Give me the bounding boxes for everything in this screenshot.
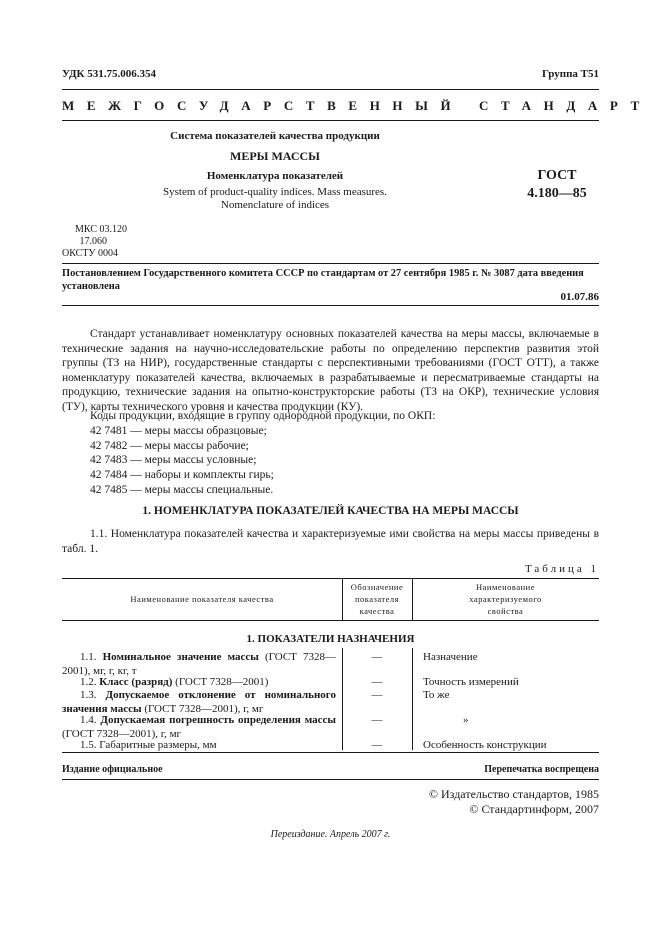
row-property: Точность измерений [423,676,519,688]
row-detail: (ГОСТ 7328—2001), г, мг [141,702,264,715]
banner-rule [62,120,599,121]
okp-item: 42 7481 — меры массы образцовые; [90,425,267,437]
table-top-rule [62,578,599,579]
column-header-property-line: Наименование [476,582,535,592]
gost-label: ГОСТ [537,168,577,183]
okp-item: 42 7483 — меры массы условные; [90,454,257,466]
codes-rule [62,263,599,264]
row-symbol: — [371,676,383,688]
okp-item: 42 7482 — меры массы рабочие; [90,440,249,452]
official-edition: Издание официальное [62,764,163,775]
row-property: То же [423,689,450,701]
row-indicator: Допускаемая погрешность определения массы [100,714,336,726]
okp-item: 42 7484 — наборы и комплекты гирь; [90,469,274,481]
standard-banner: МЕЖГОСУДАРСТВЕННЫЙ СТАНДАРТ [62,98,652,113]
reissue-note: Переиздание. Апрель 2007 г. [270,829,391,840]
row-property: Назначение [423,651,478,663]
table-bottom-rule [62,752,599,753]
column-header-symbol-line: качества [359,606,395,616]
row-number: 1.3. [80,689,97,701]
table-row [62,739,336,753]
column-header-property-line: характеризуемого [469,594,542,604]
row-number: 1.2. [80,676,97,688]
gost-number: 4.180—85 [527,186,587,201]
table-label: Таблица 1 [524,563,599,575]
okp-item: 42 7485 — меры массы специальные. [90,484,274,496]
row-indicator: Номинальное значение массы [102,651,259,663]
decree-rule [62,305,599,306]
table-row [62,651,336,678]
row-symbol: — [371,651,383,663]
mks-code-2: 17.060 [79,236,107,247]
footer-rule [62,779,599,780]
row-detail: (ГОСТ 7328—2001), мг, г, кг, т [62,651,336,677]
table-column-divider [412,648,413,750]
udk-code: УДК 531.75.006.354 [62,68,157,80]
column-header-property-line: свойства [487,606,524,616]
column-header-name: Наименование показателя качества [130,594,274,604]
reprint-notice: Перепечатка воспрещена [484,764,599,775]
section-heading: 1. НОМЕНКЛАТУРА ПОКАЗАТЕЛЕЙ КАЧЕСТВА НА МЕРЫ МАССЫ [142,505,519,517]
codes-intro: Коды продукции, входящие в группу однородной продукции, по ОКП: [90,410,436,422]
row-property: Особенность конструкции [423,739,547,751]
main-title: МЕРЫ МАССЫ [230,149,320,163]
english-title-line2: Nomenclature of indices [220,199,330,211]
table-row [62,689,336,716]
table-row [62,714,336,741]
english-title-line1: System of product-quality indices. Mass measures. [163,186,387,198]
row-number: 1.4. [80,714,97,726]
intro-paragraph: Стандарт устанавливает номенклатуру основных показателей качества на меры массы, включаемые в технические задания на научно-исследовательские работы по определению перспектив развития этой группы (ТЗ на НИР), государственные стандарты с перспективными требованиями (ГОСТ ОТТ), а также номенклатуру показателей качества, включаемых в разрабатываемые и пересматриваемые стандарты на продукцию, технические задания на опытно-конструкторские работы (ТЗ на ОКР), технические условия (ТУ), карты технического уровня и качества продукции (КУ). [62,328,599,413]
column-header-symbol-line: показателя [354,594,400,604]
section-paragraph: 1.1. Номенклатура показателей качества и характеризуемые ими свойства на меры массы приведены в табл. 1. [62,528,599,555]
table-header-rule [62,620,599,621]
effective-date: 01.07.86 [560,291,599,303]
table-group-heading: 1. ПОКАЗАТЕЛИ НАЗНАЧЕНИЯ [246,633,415,645]
row-detail: (ГОСТ 7328—2001), г, мг [62,727,182,740]
row-number: 1.1. [80,651,97,663]
system-title: Система показателей качества продукции [170,130,380,142]
table-row [62,676,336,690]
row-number: 1.5. [80,739,97,751]
copyright-2007: © Стандартинформ, 2007 [469,802,599,816]
row-detail: (ГОСТ 7328—2001) [172,676,269,688]
row-indicator: Допускаемое отклонение от номинального значения массы [62,689,337,715]
row-detail: Габаритные размеры, мм [99,739,217,751]
top-rule [62,89,599,90]
row-property: » [463,714,469,726]
subtitle: Номенклатура показателей [206,170,344,182]
mks-code-1: МКС 03.120 [75,224,127,235]
row-symbol: — [371,714,383,726]
group-code: Группа Т51 [541,68,599,80]
row-symbol: — [371,689,383,701]
row-symbol: — [371,739,383,751]
copyright-1985: © Издательство стандартов, 1985 [428,787,599,801]
decree-text: Постановлением Государственного комитета СССР по стандартам от 27 сентября 1985 г. № 3087 дата введения установлена [62,268,584,292]
row-indicator: Класс (разряд) [99,676,173,688]
column-header-symbol-line: Обозначение [350,582,404,592]
okstu-code: ОКСТУ 0004 [62,248,119,259]
